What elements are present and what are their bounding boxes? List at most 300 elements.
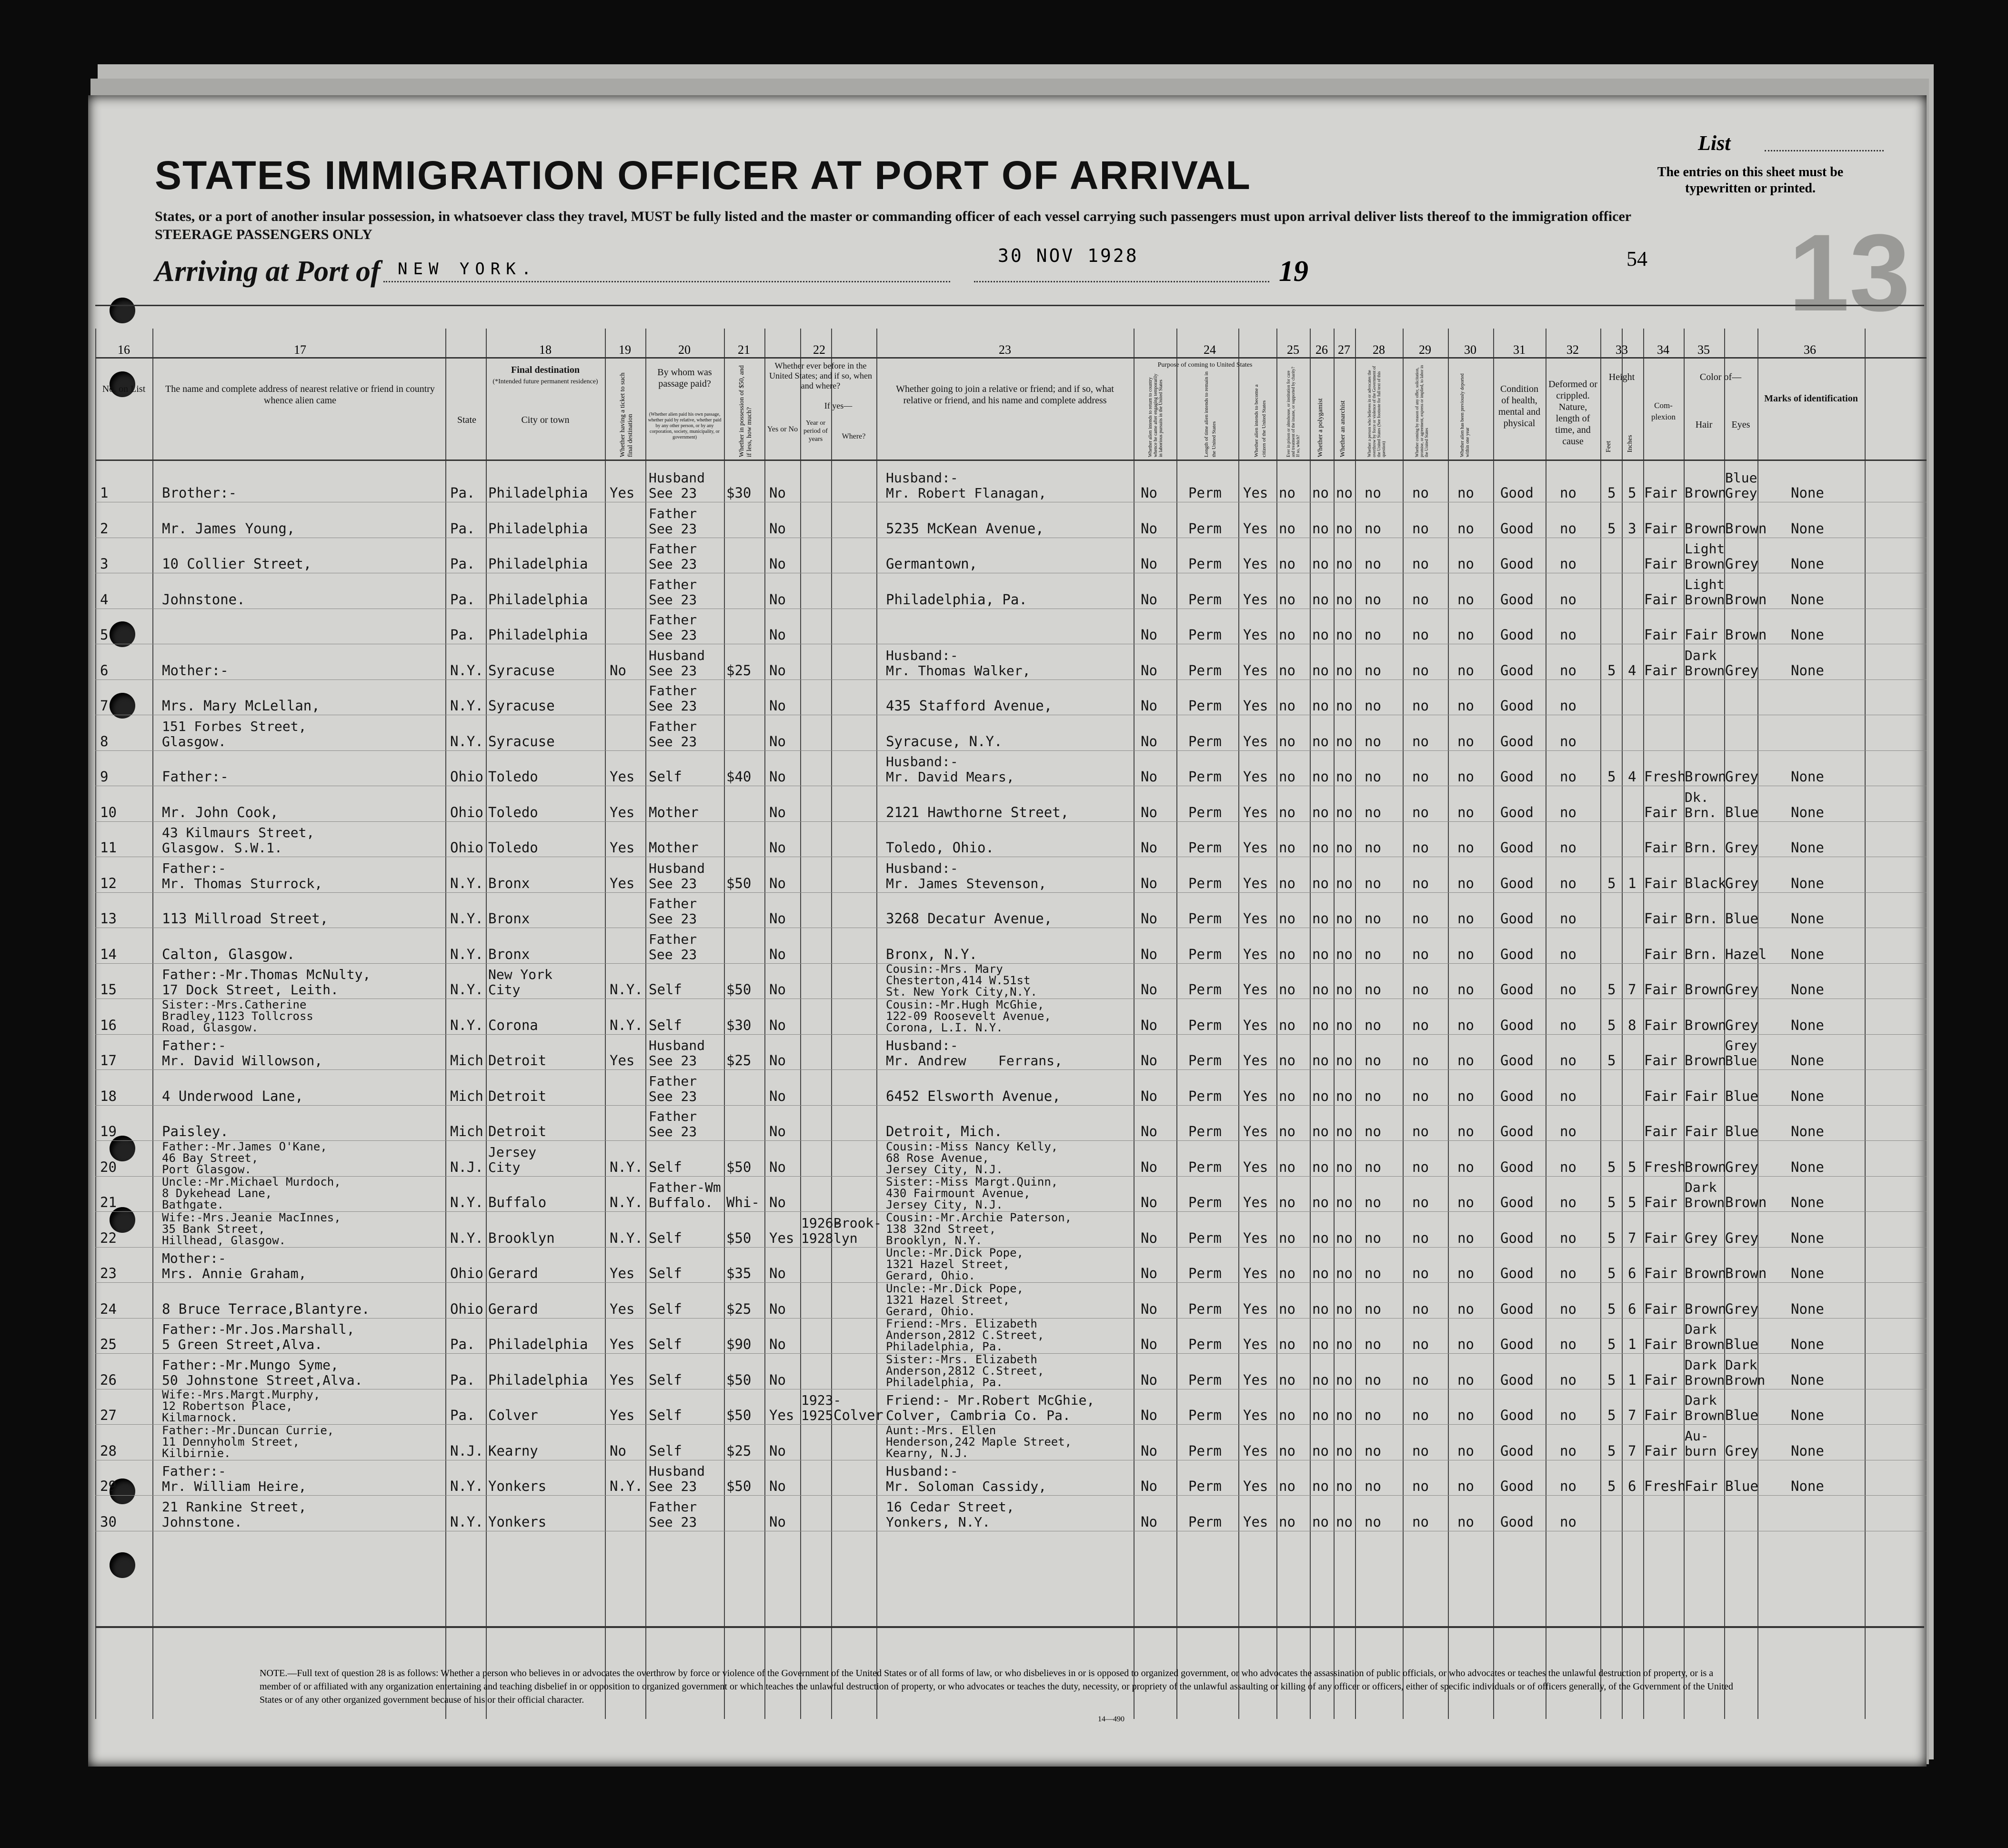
deformed-answer: no bbox=[1560, 1371, 1576, 1388]
identification-marks: None bbox=[1791, 804, 1824, 820]
q29-answer: no bbox=[1412, 1123, 1429, 1139]
anarchist-answer: no bbox=[1336, 1407, 1353, 1423]
passage-paid-by: Husband See 23 bbox=[649, 1463, 705, 1494]
destination-state: N.J. bbox=[450, 1442, 483, 1459]
deformed-answer: no bbox=[1560, 1265, 1576, 1281]
hair-color: Brown bbox=[1685, 1159, 1727, 1175]
eye-color: Brown bbox=[1725, 520, 1767, 537]
prison-answer: no bbox=[1279, 1478, 1295, 1494]
ticket-value: No bbox=[610, 1442, 626, 1459]
money-amount: $25 bbox=[726, 1442, 752, 1459]
destination-state: Ohio bbox=[450, 1300, 483, 1317]
height-feet: 5 bbox=[1607, 875, 1616, 891]
hair-color: Brown bbox=[1685, 1052, 1727, 1069]
health-condition: Good bbox=[1500, 485, 1534, 501]
prison-answer: no bbox=[1279, 1052, 1295, 1069]
q28-answer: no bbox=[1365, 1513, 1381, 1530]
deformed-answer: no bbox=[1560, 733, 1576, 749]
prison-answer: no bbox=[1279, 1123, 1295, 1139]
before-in-us: No bbox=[769, 981, 786, 998]
hair-color: Dark Brown bbox=[1685, 1321, 1725, 1352]
height-inches: 6 bbox=[1628, 1478, 1637, 1494]
q29-answer: no bbox=[1412, 981, 1429, 998]
passage-paid-by: Father See 23 bbox=[649, 612, 697, 643]
destination-state: Ohio bbox=[450, 804, 483, 820]
deformed-answer: no bbox=[1560, 591, 1576, 608]
destination-city: Buffalo bbox=[488, 1194, 547, 1210]
health-condition: Good bbox=[1500, 1194, 1534, 1210]
anarchist-answer: no bbox=[1336, 1513, 1353, 1530]
q29-answer: no bbox=[1412, 1229, 1429, 1246]
row-number: 19 bbox=[100, 1123, 117, 1139]
height-inches: 7 bbox=[1628, 1407, 1637, 1423]
joining-relative: 2121 Hawthorne Street, bbox=[886, 804, 1069, 820]
polygamist-answer: no bbox=[1312, 1336, 1329, 1352]
purpose-citizen: Yes bbox=[1243, 520, 1268, 537]
passage-paid-by: Self bbox=[649, 1265, 682, 1281]
destination-state: N.Y. bbox=[450, 1229, 483, 1246]
purpose-length: Perm bbox=[1188, 1513, 1222, 1530]
row-number: 7 bbox=[100, 698, 109, 714]
q29-answer: no bbox=[1412, 733, 1429, 749]
passage-paid-by: Husband See 23 bbox=[649, 1038, 705, 1069]
complexion-value: Fair bbox=[1644, 875, 1677, 891]
before-years: 1926- 1928 bbox=[801, 1215, 842, 1246]
passage-paid-by: Father See 23 bbox=[649, 1498, 697, 1530]
before-in-us: No bbox=[769, 1265, 786, 1281]
q28-answer: no bbox=[1365, 946, 1381, 962]
height-inches: 5 bbox=[1628, 1159, 1637, 1175]
purpose-return: No bbox=[1141, 733, 1157, 749]
height-inches: 1 bbox=[1628, 1336, 1637, 1352]
health-condition: Good bbox=[1500, 1088, 1534, 1104]
destination-state: Ohio bbox=[450, 1265, 483, 1281]
passage-paid-by: Mother bbox=[649, 839, 699, 856]
relative-name-address: Father:-Mr.Thomas McNulty, 17 Dock Street, Leith. bbox=[162, 967, 371, 998]
before-in-us: Yes bbox=[769, 1407, 794, 1423]
header-height: Height bbox=[1608, 372, 1635, 382]
purpose-citizen: Yes bbox=[1243, 1159, 1268, 1175]
polygamist-answer: no bbox=[1312, 981, 1329, 998]
eye-color: Grey bbox=[1725, 769, 1758, 785]
hair-color: Light Brown bbox=[1685, 576, 1725, 608]
health-condition: Good bbox=[1500, 591, 1534, 608]
column-number: 35 bbox=[1697, 343, 1710, 357]
row-number: 3 bbox=[100, 556, 109, 572]
before-in-us: No bbox=[769, 698, 786, 714]
row-number: 27 bbox=[100, 1407, 117, 1423]
ticket-value: Yes bbox=[610, 1407, 635, 1423]
q30-answer: no bbox=[1457, 1017, 1474, 1033]
footnote-question-28: NOTE.—Full text of question 28 is as follows: Whether a person who believes in or advocates the overthrow by force or violence of the Government of the United States or of all forms of law, or who disbelieves in or is opposed to organized government, or who advocates the assassination of public officials, or who advocates or teaches the unlawful destruction of property, or is a member of or affiliated with any organization entertaining and teaching disbelief in or opposition to organized government or which teaches the unlawful destruction of property, or who advocates or teaches the duty, necessity, or propriety of the unlawful assaulting or killing of any officer or officers, either of specific individuals or of officers generally, of the Government of the United States or of any other organized government because of his or their official character. bbox=[260, 1668, 1733, 1705]
prison-answer: no bbox=[1279, 520, 1295, 537]
eye-color: Blue bbox=[1725, 1407, 1758, 1423]
relative-name-address: Father:- Mr. William Heire, bbox=[162, 1463, 307, 1494]
money-amount: $25 bbox=[726, 1300, 752, 1317]
prison-answer: no bbox=[1279, 698, 1295, 714]
joining-relative: Aunt:-Mrs. Ellen Henderson,242 Maple Street, Kearny, N.J. bbox=[886, 1423, 1072, 1460]
complexion-value: Fresh bbox=[1644, 1159, 1686, 1175]
complexion-value: Fair bbox=[1644, 591, 1677, 608]
destination-city: Gerard bbox=[488, 1300, 538, 1317]
identification-marks: None bbox=[1791, 556, 1824, 572]
purpose-length: Perm bbox=[1188, 1088, 1222, 1104]
money-amount: $30 bbox=[726, 1017, 752, 1033]
deformed-answer: no bbox=[1560, 485, 1576, 501]
before-in-us: No bbox=[769, 804, 786, 820]
before-in-us: No bbox=[769, 1123, 786, 1139]
purpose-return: No bbox=[1141, 1442, 1157, 1459]
passage-paid-by: Self bbox=[649, 1017, 682, 1033]
q28-answer: no bbox=[1365, 485, 1381, 501]
passage-paid-by: Mother bbox=[649, 804, 699, 820]
deformed-answer: no bbox=[1560, 839, 1576, 856]
joining-relative: Bronx, N.Y. bbox=[886, 946, 978, 962]
prison-answer: no bbox=[1279, 1371, 1295, 1388]
ticket-value: N.Y. bbox=[610, 1229, 643, 1246]
q29-answer: no bbox=[1412, 591, 1429, 608]
identification-marks: None bbox=[1791, 1478, 1824, 1494]
column-number: 27 bbox=[1338, 343, 1350, 357]
destination-state: N.Y. bbox=[450, 946, 483, 962]
destination-city: Philadelphia bbox=[488, 485, 588, 501]
destination-state: Pa. bbox=[450, 591, 475, 608]
destination-state: Mich bbox=[450, 1123, 483, 1139]
q30-answer: no bbox=[1457, 1194, 1474, 1210]
height-inches: 5 bbox=[1628, 485, 1637, 501]
hair-color: Brown bbox=[1685, 1300, 1727, 1317]
money-amount: $25 bbox=[726, 1052, 752, 1069]
money-amount: $50 bbox=[726, 1159, 752, 1175]
eye-color: Blue Grey bbox=[1725, 470, 1757, 501]
q29-answer: no bbox=[1412, 910, 1429, 927]
purpose-return: No bbox=[1141, 875, 1157, 891]
q29-answer: no bbox=[1412, 520, 1429, 537]
ticket-value: Yes bbox=[610, 1336, 635, 1352]
joining-relative: Detroit, Mich. bbox=[886, 1123, 1003, 1139]
eye-color: Grey bbox=[1725, 839, 1758, 856]
column-number: 34 bbox=[1657, 343, 1669, 357]
money-amount: $35 bbox=[726, 1265, 752, 1281]
passage-paid-by: Father See 23 bbox=[649, 1109, 697, 1139]
polygamist-answer: no bbox=[1312, 804, 1329, 820]
passage-paid-by: Husband See 23 bbox=[649, 647, 705, 679]
purpose-length: Perm bbox=[1188, 1229, 1222, 1246]
relative-name-address: Paisley. bbox=[162, 1123, 229, 1139]
ticket-value: Yes bbox=[610, 804, 635, 820]
hair-color: Brown bbox=[1685, 520, 1727, 537]
complexion-value: Fair bbox=[1644, 1265, 1677, 1281]
relative-name-address: Father:- Mr. David Willowson, bbox=[162, 1038, 323, 1069]
identification-marks: None bbox=[1791, 839, 1824, 856]
joining-relative: Toledo, Ohio. bbox=[886, 839, 994, 856]
header-hair: Hair bbox=[1695, 420, 1713, 430]
form-number: 14—490 bbox=[1098, 1715, 1124, 1723]
polygamist-answer: no bbox=[1312, 1407, 1329, 1423]
health-condition: Good bbox=[1500, 1017, 1534, 1033]
hair-color: Fair bbox=[1685, 627, 1718, 643]
money-amount: $50 bbox=[726, 875, 752, 891]
complexion-value: Fair bbox=[1644, 1229, 1677, 1246]
purpose-length: Perm bbox=[1188, 1017, 1222, 1033]
header-polygamist: Whether a polygamist bbox=[1317, 398, 1324, 457]
polygamist-answer: no bbox=[1312, 556, 1329, 572]
q30-answer: no bbox=[1457, 1300, 1474, 1317]
health-condition: Good bbox=[1500, 1159, 1534, 1175]
ticket-value: N.Y. bbox=[610, 1478, 643, 1494]
header-color-of: Color of— bbox=[1699, 372, 1742, 382]
destination-city: Philadelphia bbox=[488, 1336, 588, 1352]
purpose-citizen: Yes bbox=[1243, 1478, 1268, 1494]
destination-city: Bronx bbox=[488, 910, 530, 927]
table-row bbox=[95, 1318, 1927, 1354]
destination-city: Philadelphia bbox=[488, 520, 588, 537]
eye-color: Grey bbox=[1725, 1442, 1758, 1459]
q30-answer: no bbox=[1457, 556, 1474, 572]
prison-answer: no bbox=[1279, 804, 1295, 820]
passage-paid-by: Self bbox=[649, 1159, 682, 1175]
date-stamp: 30 NOV 1928 bbox=[998, 245, 1139, 266]
relative-name-address: Mother:- Mrs. Annie Graham, bbox=[162, 1250, 307, 1281]
hair-color: Black bbox=[1685, 875, 1727, 891]
polygamist-answer: no bbox=[1312, 1194, 1329, 1210]
deformed-answer: no bbox=[1560, 875, 1576, 891]
purpose-citizen: Yes bbox=[1243, 662, 1268, 679]
table-row bbox=[95, 750, 1927, 786]
relative-name-address: 8 Bruce Terrace,Blantyre. bbox=[162, 1300, 370, 1317]
q30-answer: no bbox=[1457, 981, 1474, 998]
destination-state: Pa. bbox=[450, 556, 475, 572]
column-number: 25 bbox=[1287, 343, 1299, 357]
table-row bbox=[95, 928, 1927, 964]
ticket-value: Yes bbox=[610, 1052, 635, 1069]
destination-city: Yonkers bbox=[488, 1513, 547, 1530]
before-in-us: No bbox=[769, 875, 786, 891]
complexion-value: Fair bbox=[1644, 1017, 1677, 1033]
before-where: Colver bbox=[833, 1407, 884, 1423]
prison-answer: no bbox=[1279, 1159, 1295, 1175]
header-before-us: Whether ever before in the United States; and if so, when and where? bbox=[769, 361, 872, 390]
prison-answer: no bbox=[1279, 875, 1295, 891]
before-in-us: No bbox=[769, 520, 786, 537]
header-joining: Whether going to join a relative or friend; and if so, what relative or friend, and his name and complete address bbox=[896, 384, 1114, 406]
polygamist-answer: no bbox=[1312, 1123, 1329, 1139]
identification-marks: None bbox=[1791, 1336, 1824, 1352]
purpose-return: No bbox=[1141, 910, 1157, 927]
prison-answer: no bbox=[1279, 946, 1295, 962]
q28-answer: no bbox=[1365, 733, 1381, 749]
eye-color: Blue bbox=[1725, 910, 1758, 927]
row-number: 24 bbox=[100, 1300, 117, 1317]
complexion-value: Fair bbox=[1644, 485, 1677, 501]
passage-paid-by: Father See 23 bbox=[649, 576, 697, 608]
column-number: 19 bbox=[619, 343, 631, 357]
relative-name-address: Johnstone. bbox=[162, 591, 245, 608]
anarchist-answer: no bbox=[1336, 698, 1353, 714]
relative-name-address: 43 Kilmaurs Street, Glasgow. S.W.1. bbox=[162, 825, 315, 856]
column-number: 18 bbox=[539, 343, 552, 357]
purpose-citizen: Yes bbox=[1243, 804, 1268, 820]
steerage-label: STEERAGE PASSENGERS ONLY bbox=[155, 227, 372, 242]
q29-answer: no bbox=[1412, 1442, 1429, 1459]
anarchist-answer: no bbox=[1336, 769, 1353, 785]
q29-answer: no bbox=[1412, 1265, 1429, 1281]
q30-answer: no bbox=[1457, 1123, 1474, 1139]
polygamist-answer: no bbox=[1312, 662, 1329, 679]
polygamist-answer: no bbox=[1312, 1442, 1329, 1459]
height-feet: 5 bbox=[1607, 662, 1616, 679]
destination-state: Pa. bbox=[450, 520, 475, 537]
complexion-value: Fair bbox=[1644, 839, 1677, 856]
deformed-answer: no bbox=[1560, 662, 1576, 679]
purpose-citizen: Yes bbox=[1243, 1123, 1268, 1139]
destination-state: N.J. bbox=[450, 1159, 483, 1175]
purpose-length: Perm bbox=[1188, 769, 1222, 785]
q30-answer: no bbox=[1457, 839, 1474, 856]
purpose-citizen: Yes bbox=[1243, 769, 1268, 785]
deformed-answer: no bbox=[1560, 1088, 1576, 1104]
health-condition: Good bbox=[1500, 1336, 1534, 1352]
table-row bbox=[95, 786, 1927, 822]
q28-answer: no bbox=[1365, 1017, 1381, 1033]
table-row bbox=[95, 1212, 1927, 1248]
anarchist-answer: no bbox=[1336, 1123, 1353, 1139]
ticket-value: N.Y. bbox=[610, 1194, 643, 1210]
deformed-answer: no bbox=[1560, 1159, 1576, 1175]
purpose-return: No bbox=[1141, 627, 1157, 643]
header-q29: Whether coming by reason of any offer, solicitation, promise, or agreement, express or implied, to labor in the United States bbox=[1415, 365, 1429, 457]
polygamist-answer: no bbox=[1312, 1017, 1329, 1033]
purpose-citizen: Yes bbox=[1243, 1265, 1268, 1281]
identification-marks: None bbox=[1791, 1300, 1824, 1317]
eye-color: Blue bbox=[1725, 1088, 1758, 1104]
column-number: 29 bbox=[1419, 343, 1431, 357]
manifest-sheet bbox=[88, 95, 1927, 1767]
hair-color: Light Brown bbox=[1685, 541, 1725, 572]
health-condition: Good bbox=[1500, 698, 1534, 714]
purpose-citizen: Yes bbox=[1243, 1336, 1268, 1352]
eye-color: Hazel bbox=[1725, 946, 1767, 962]
q28-answer: no bbox=[1365, 769, 1381, 785]
q28-answer: no bbox=[1365, 591, 1381, 608]
header-passage-note: (Whether alien paid his own passage, whether paid by relative, whether paid by any other person, or by any corporation, society, municipality, or government) bbox=[648, 412, 722, 440]
hair-color: Fair bbox=[1685, 1123, 1718, 1139]
deformed-answer: no bbox=[1560, 1017, 1576, 1033]
deformed-answer: no bbox=[1560, 520, 1576, 537]
anarchist-answer: no bbox=[1336, 1265, 1353, 1281]
purpose-citizen: Yes bbox=[1243, 1407, 1268, 1423]
anarchist-answer: no bbox=[1336, 485, 1353, 501]
purpose-return: No bbox=[1141, 520, 1157, 537]
joining-relative: 16 Cedar Street, Yonkers, N.Y. bbox=[886, 1498, 1014, 1530]
purpose-return: No bbox=[1141, 1407, 1157, 1423]
before-in-us: No bbox=[769, 1336, 786, 1352]
q29-answer: no bbox=[1412, 1052, 1429, 1069]
destination-state: N.Y. bbox=[450, 733, 483, 749]
anarchist-answer: no bbox=[1336, 839, 1353, 856]
eye-color: Blue bbox=[1725, 1336, 1758, 1352]
joining-relative: Husband:- Mr. Andrew Ferrans, bbox=[886, 1038, 1063, 1069]
joining-relative: 3268 Decatur Avenue, bbox=[886, 910, 1053, 927]
q28-answer: no bbox=[1365, 981, 1381, 998]
anarchist-answer: no bbox=[1336, 1478, 1353, 1494]
health-condition: Good bbox=[1500, 1052, 1534, 1069]
header-q30: Whether alien has been previously deported within one year bbox=[1460, 373, 1470, 457]
height-feet: 5 bbox=[1607, 981, 1616, 998]
complexion-value: Fresh bbox=[1644, 769, 1686, 785]
purpose-length: Perm bbox=[1188, 1442, 1222, 1459]
deformed-answer: no bbox=[1560, 1229, 1576, 1246]
q30-answer: no bbox=[1457, 1478, 1474, 1494]
row-number: 13 bbox=[100, 910, 117, 927]
header-yes-no: Yes or No bbox=[767, 425, 798, 433]
row-number: 28 bbox=[100, 1442, 117, 1459]
money-amount: $30 bbox=[726, 485, 752, 501]
table-row bbox=[95, 1141, 1927, 1177]
destination-state: N.Y. bbox=[450, 1017, 483, 1033]
passage-paid-by: Father See 23 bbox=[649, 896, 697, 927]
identification-marks: None bbox=[1791, 1159, 1824, 1175]
q29-answer: no bbox=[1412, 839, 1429, 856]
passage-paid-by: Husband See 23 bbox=[649, 860, 705, 891]
q28-answer: no bbox=[1365, 1194, 1381, 1210]
deformed-answer: no bbox=[1560, 1300, 1576, 1317]
deformed-answer: no bbox=[1560, 1407, 1576, 1423]
identification-marks: None bbox=[1791, 1407, 1824, 1423]
height-feet: 5 bbox=[1607, 1017, 1616, 1033]
purpose-citizen: Yes bbox=[1243, 627, 1268, 643]
purpose-length: Perm bbox=[1188, 591, 1222, 608]
row-number: 15 bbox=[100, 981, 117, 998]
deformed-answer: no bbox=[1560, 1513, 1576, 1530]
before-in-us: No bbox=[769, 591, 786, 608]
purpose-citizen: Yes bbox=[1243, 1229, 1268, 1246]
q28-answer: no bbox=[1365, 1265, 1381, 1281]
hair-color: Fair bbox=[1685, 1478, 1718, 1494]
header-health: Condition of health, mental and physical bbox=[1498, 384, 1541, 429]
destination-city: Toledo bbox=[488, 769, 538, 785]
complexion-value: Fair bbox=[1644, 1371, 1677, 1388]
anarchist-answer: no bbox=[1336, 1159, 1353, 1175]
identification-marks: None bbox=[1791, 1194, 1824, 1210]
header-inches: Inches bbox=[1626, 435, 1634, 452]
hair-color: Brown bbox=[1685, 769, 1727, 785]
destination-state: Mich bbox=[450, 1088, 483, 1104]
health-condition: Good bbox=[1500, 1478, 1534, 1494]
height-feet: 5 bbox=[1607, 1265, 1616, 1281]
column-number: 28 bbox=[1373, 343, 1385, 357]
row-number: 1 bbox=[100, 485, 109, 501]
hair-color: Grey bbox=[1685, 1229, 1718, 1246]
destination-state: N.Y. bbox=[450, 910, 483, 927]
deformed-answer: no bbox=[1560, 1123, 1576, 1139]
polygamist-answer: no bbox=[1312, 1159, 1329, 1175]
header-purpose-a: Whether alien intends to return to country whence he came after engaging temporarily in laborious pursuits in the United States bbox=[1148, 373, 1164, 457]
table-row bbox=[95, 892, 1927, 928]
q30-answer: no bbox=[1457, 1229, 1474, 1246]
purpose-citizen: Yes bbox=[1243, 1442, 1268, 1459]
passage-paid-by: Father See 23 bbox=[649, 683, 697, 714]
hair-color: Brn. bbox=[1685, 839, 1718, 856]
q28-answer: no bbox=[1365, 1229, 1381, 1246]
relative-name-address: Mother:- bbox=[162, 662, 229, 679]
eye-color: Blue bbox=[1725, 1123, 1758, 1139]
form-title: STATES IMMIGRATION OFFICER AT PORT OF ARRIVAL bbox=[155, 153, 1251, 198]
destination-city: Syracuse bbox=[488, 662, 555, 679]
joining-relative: Husband:- Mr. David Mears, bbox=[886, 754, 1014, 785]
eye-color: Grey Blue bbox=[1725, 1038, 1757, 1069]
column-number: 20 bbox=[678, 343, 691, 357]
